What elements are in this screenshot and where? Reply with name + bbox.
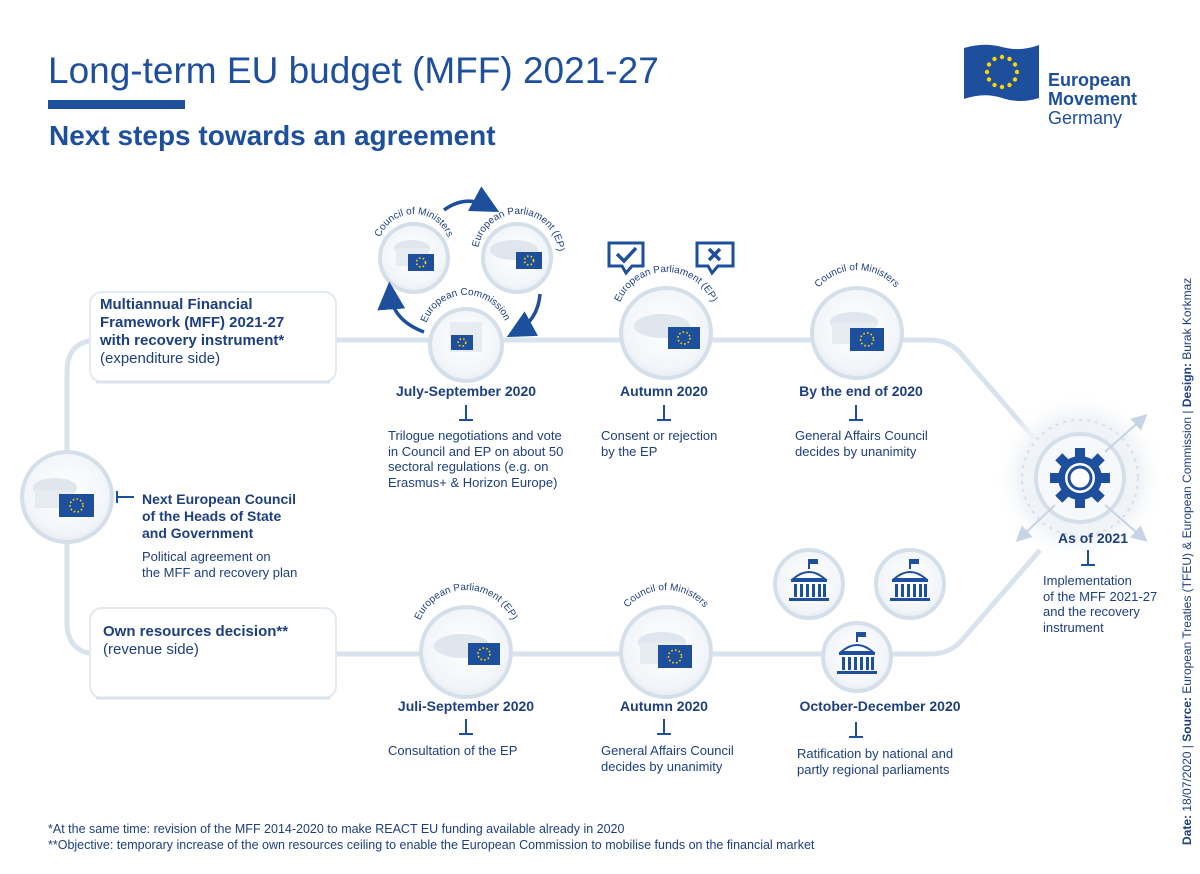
top-step-3-desc-line: decides by unanimity xyxy=(795,443,917,459)
top-step-1-desc-line: Erasmus+ & Horizon Europe) xyxy=(388,474,558,490)
credit-design-label: Design: xyxy=(1180,363,1194,408)
label-european-commission: European Commission xyxy=(418,286,513,325)
top-step-1-date: July-September 2020 xyxy=(395,383,537,399)
final-step-desc xyxy=(1043,573,1178,635)
top-step-2-desc-line: Consent or rejection xyxy=(601,428,718,443)
expenditure-title-3: with recovery instrument* xyxy=(100,332,285,349)
top-step-3-desc xyxy=(795,428,955,459)
bottom-step-3-date: October-December 2020 xyxy=(799,698,961,714)
page-subtitle: Next steps towards an agreement xyxy=(49,120,496,151)
revenue-subtitle: (revenue side) xyxy=(103,641,199,658)
bottom-step-3-desc xyxy=(797,746,977,777)
gear-icon xyxy=(1050,448,1110,508)
revenue-track-label xyxy=(103,623,333,659)
top-step-3-desc-line: General Affairs Council xyxy=(795,428,928,443)
expenditure-subtitle: (expenditure side) xyxy=(100,350,221,367)
final-step-date: As of 2021 xyxy=(1057,530,1129,546)
council-title-2: of the Heads of State xyxy=(142,508,282,524)
footnote-2: **Objective: temporary increase of the own resources ceiling to enable the European Commission to mobilise funds on the financial market xyxy=(48,838,815,852)
bottom-step-1-desc xyxy=(388,743,578,759)
bottom-step-1-desc-line: Consultation of the EP xyxy=(388,743,518,758)
credit-design: Burak Korkmaz xyxy=(1180,277,1194,360)
credit-date-label: Date: xyxy=(1180,814,1194,845)
bottom-step-2-date: Autumn 2020 xyxy=(620,698,708,714)
european-council-step xyxy=(142,491,342,580)
top-step-2-date: Autumn 2020 xyxy=(620,383,708,399)
final-step-desc-line: Implementation xyxy=(1043,573,1132,588)
label-european-parliament-2: European Parliament (EP) xyxy=(612,263,720,304)
footnote-1: *At the same time: revision of the MFF 2014-2020 to make REACT EU funding available already in 2020 xyxy=(48,822,625,836)
top-step-1-desc xyxy=(388,428,578,490)
logo-line2: Movement xyxy=(1048,89,1138,109)
bottom-step-2-desc-line: General Affairs Council xyxy=(601,743,734,758)
bottom-step-2-desc xyxy=(601,743,761,774)
final-step-desc-line: and the recovery xyxy=(1043,604,1140,619)
council-title-3: and Government xyxy=(142,525,254,541)
credit-sep-2: | xyxy=(1180,410,1194,414)
credit-date: 18/07/2020 xyxy=(1180,751,1194,812)
rejection-bubble-icon xyxy=(697,243,733,273)
label-council-ministers-3: Council of Ministers xyxy=(621,581,711,610)
side-credits xyxy=(1180,278,1194,845)
consent-bubble-icon xyxy=(609,243,643,273)
top-step-3-date: By the end of 2020 xyxy=(799,383,923,399)
label-european-parliament-3: European Parliament (EP) xyxy=(412,581,520,622)
logo-line1: European xyxy=(1048,70,1132,90)
label-council-ministers-1: Council of Ministers xyxy=(372,205,456,239)
bottom-step-3-desc-line: Ratification by national and xyxy=(797,746,954,761)
council-title-1: Next European Council xyxy=(142,491,297,507)
page-title: Long-term EU budget (MFF) 2021-27 xyxy=(48,50,659,91)
revenue-title: Own resources decision** xyxy=(103,623,289,640)
council-desc-2: the MFF and recovery plan xyxy=(142,564,298,580)
final-step-desc-line: instrument xyxy=(1043,619,1104,635)
top-step-1-desc-line: Trilogue negotiations and vote xyxy=(388,428,562,443)
top-step-1-desc-line: in Council and EP on about 50 xyxy=(388,443,564,459)
label-council-ministers-2: Council of Ministers xyxy=(812,261,902,290)
top-step-2-desc xyxy=(601,428,761,459)
top-step-2-desc-line: by the EP xyxy=(601,443,658,459)
bottom-step-1-date: Juli-September 2020 xyxy=(397,698,535,714)
credit-source: European Treaties (TFEU) & European Commission xyxy=(1180,416,1194,694)
bottom-step-3-desc-line: partly regional parliaments xyxy=(797,761,950,777)
council-desc-1: Political agreement on xyxy=(142,549,271,564)
credit-source-label: Source: xyxy=(1180,697,1194,742)
top-step-1-desc-line: sectoral regulations (e.g. on xyxy=(388,459,549,474)
expenditure-title-2: Framework (MFF) 2021-27 xyxy=(100,314,285,331)
final-step-desc-line: of the MFF 2021-27 xyxy=(1043,588,1158,604)
expenditure-title-1: Multiannual Financial xyxy=(100,296,253,313)
credit-sep-1: | xyxy=(1180,745,1194,749)
label-european-parliament-1: European Parliament (EP) xyxy=(470,205,566,252)
logo-line3: Germany xyxy=(1048,108,1123,128)
bottom-step-2-desc-line: decides by unanimity xyxy=(601,758,723,774)
expenditure-track-label xyxy=(100,296,330,368)
